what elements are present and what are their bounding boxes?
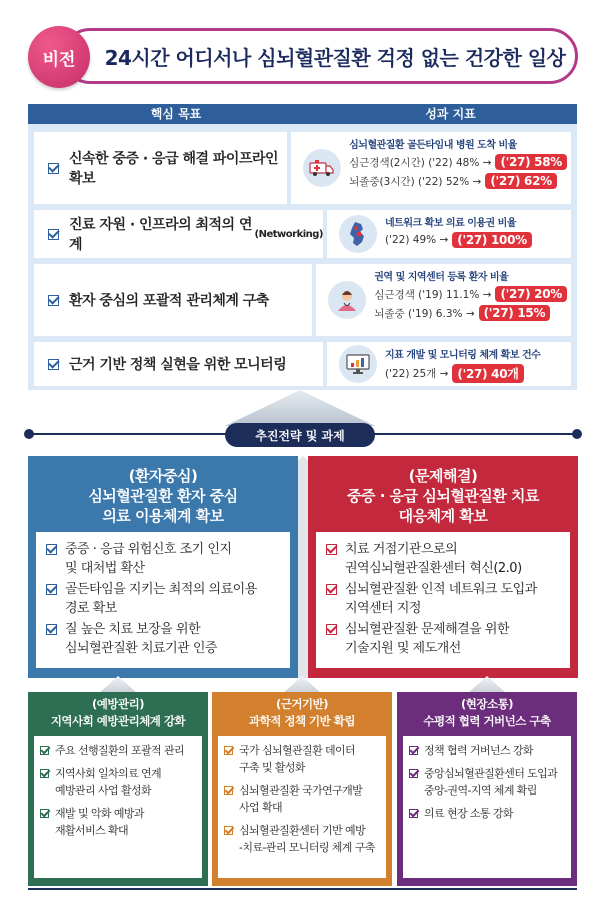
checkbox-icon bbox=[40, 746, 49, 755]
indicator-target-badge: ('27) 20% bbox=[495, 286, 567, 302]
goal-cell bbox=[34, 132, 287, 204]
list-item-text: 권역심뇌혈관질환센터 혁신(2.0) bbox=[345, 561, 522, 576]
divider-dot bbox=[572, 429, 582, 439]
divider-dot bbox=[24, 429, 34, 439]
base-heading bbox=[397, 692, 577, 730]
list-item-text: 질 높은 치료 보장을 위한 bbox=[65, 622, 201, 637]
checkbox-icon bbox=[326, 544, 337, 555]
list-item-text: 정책 협력 거버넌스 강화 bbox=[424, 744, 533, 757]
indicator-target-badge: ('27) 40개 bbox=[452, 364, 523, 383]
checkbox-icon bbox=[46, 584, 57, 595]
checkbox-icon bbox=[224, 746, 233, 755]
indicator-baseline: ('22) 49% → bbox=[385, 234, 449, 246]
indicator-cell bbox=[291, 132, 571, 204]
base-title: 과학적 정책 기반 확립 bbox=[249, 714, 355, 728]
base-prevention bbox=[28, 692, 208, 886]
list-item bbox=[409, 805, 565, 822]
list-item bbox=[409, 742, 565, 759]
base-title: 지역사회 예방관리체계 강화 bbox=[50, 714, 186, 728]
goal-text: 근거 기반 정책 실현을 위한 모니터링 bbox=[69, 357, 287, 373]
list-item-text: 골든타임을 지키는 최적의 의료이용 bbox=[65, 582, 257, 597]
list-item-text: 구축 및 활성화 bbox=[239, 761, 305, 774]
indicator-target-badge: ('27) 15% bbox=[479, 305, 551, 321]
list-item-text: 지역사회 일차의료 연계 bbox=[55, 767, 162, 780]
list-item bbox=[326, 620, 560, 658]
strategy-category: (환자중심) bbox=[128, 467, 198, 485]
list-item bbox=[46, 620, 280, 658]
strategy-patient-centered bbox=[28, 456, 298, 678]
list-item bbox=[224, 782, 380, 816]
checkbox-icon bbox=[46, 624, 57, 635]
list-item bbox=[224, 742, 380, 776]
goal-cell bbox=[34, 342, 323, 386]
indicator-cell bbox=[316, 264, 571, 336]
strategy-heading bbox=[28, 456, 298, 526]
checkbox-icon bbox=[40, 769, 49, 778]
goal-text: 진료 자원 · 인프라의 최적의 연계 bbox=[69, 217, 252, 253]
checkbox-icon bbox=[48, 359, 59, 370]
list-item bbox=[46, 540, 280, 578]
strategy-category: (문제해결) bbox=[408, 467, 478, 485]
checkbox-icon bbox=[48, 229, 59, 240]
base-field-communication bbox=[397, 692, 577, 886]
chart-monitor-icon bbox=[339, 345, 377, 383]
strategy-heading bbox=[308, 456, 578, 526]
list-item-text: 재활서비스 확대 bbox=[55, 824, 129, 837]
indicator-cell bbox=[327, 210, 571, 258]
doctor-icon bbox=[328, 281, 366, 319]
list-item-text: 의료 현장 소통 강화 bbox=[424, 807, 513, 820]
indicator-line bbox=[349, 173, 567, 189]
base-evidence bbox=[212, 692, 392, 886]
checkbox-icon bbox=[326, 584, 337, 595]
strategy-title-line: 심뇌혈관질환 환자 중심 bbox=[88, 487, 238, 505]
indicator-line bbox=[374, 305, 567, 321]
list-item-text: 치료 거점기관으로의 bbox=[345, 542, 458, 557]
list-item-text: -치료-관리 모니터링 체계 구축 bbox=[239, 841, 375, 854]
strategy-title-line: 대응체계 확보 bbox=[398, 507, 488, 525]
list-item-text: 심뇌혈관질환 인적 네트워크 도입과 bbox=[345, 582, 537, 597]
list-item-text: 예방관리 사업 활성화 bbox=[55, 784, 152, 797]
indicator-title: 심뇌혈관질환 골든타임내 병원 도착 비율 bbox=[349, 140, 517, 151]
goal-row bbox=[34, 342, 571, 386]
base-heading bbox=[28, 692, 208, 730]
vision-banner bbox=[22, 18, 578, 98]
list-item bbox=[326, 580, 560, 618]
list-item-text: 기술지원 및 제도개선 bbox=[345, 641, 461, 656]
goals-header bbox=[28, 104, 577, 124]
checkbox-icon bbox=[224, 826, 233, 835]
goal-row bbox=[34, 132, 571, 204]
vision-badge: 비전 bbox=[28, 26, 90, 88]
checkbox-icon bbox=[48, 295, 59, 306]
base-task-list bbox=[34, 736, 202, 878]
list-item-text: 경로 확보 bbox=[65, 601, 117, 616]
list-item-text: 중증 · 응급 위험신호 조기 인지 bbox=[65, 542, 232, 557]
list-item bbox=[409, 765, 565, 799]
list-item-text: 중앙-권역-지역 체계 확립 bbox=[424, 784, 537, 797]
list-item bbox=[40, 742, 196, 759]
checkbox-icon bbox=[48, 163, 59, 174]
list-item bbox=[40, 765, 196, 799]
base-task-list bbox=[218, 736, 386, 878]
indicator-baseline: 뇌졸중 ('19) 6.3% → bbox=[374, 307, 475, 320]
list-item bbox=[46, 580, 280, 618]
list-item-text: 및 대처법 확산 bbox=[65, 561, 145, 576]
base-category: (예방관리) bbox=[92, 697, 144, 711]
goal-text-note: (Networking) bbox=[254, 228, 323, 240]
checkbox-icon bbox=[409, 746, 418, 755]
list-item-text: 심뇌혈관질환 문제해결을 위한 bbox=[345, 622, 510, 637]
list-item-text: 중앙심뇌혈관질환센터 도입과 bbox=[424, 767, 558, 780]
list-item-text: 재발 및 악화 예방과 bbox=[55, 807, 144, 820]
list-item bbox=[326, 540, 560, 578]
indicator-line bbox=[349, 154, 567, 170]
list-item-text: 사업 확대 bbox=[239, 801, 283, 814]
base-task-list bbox=[403, 736, 571, 878]
goal-cell bbox=[34, 264, 312, 336]
strategy-problem-solving bbox=[308, 456, 578, 678]
indicator-title: 네트워크 확보 의료 이용권 비율 bbox=[385, 218, 517, 229]
list-item-text: 심뇌혈관질환 치료기관 인증 bbox=[65, 641, 217, 656]
strategy-task-list bbox=[316, 532, 570, 668]
strategy-title-line: 중증 · 응급 심뇌혈관질환 치료 bbox=[347, 487, 539, 505]
indicator-target-badge: ('27) 100% bbox=[452, 232, 532, 248]
goal-cell bbox=[34, 210, 323, 258]
indicator-line bbox=[374, 286, 567, 302]
checkbox-icon bbox=[46, 544, 57, 555]
indicator-baseline: 심근경색(2시간) ('22) 48% → bbox=[349, 156, 492, 169]
checkbox-icon bbox=[40, 809, 49, 818]
vision-statement-box bbox=[62, 28, 578, 84]
header-performance-indicators: 성과 지표 bbox=[425, 107, 476, 121]
indicator-baseline: 심근경색 ('19) 11.1% → bbox=[374, 288, 492, 301]
base-category: (근거기반) bbox=[276, 697, 328, 711]
upward-arrow bbox=[225, 390, 375, 426]
header-core-goals: 핵심 목표 bbox=[150, 107, 202, 121]
goal-text: 신속한 중증 · 응급 해결 파이프라인 확보 bbox=[69, 151, 279, 187]
strategy-title-line: 의료 이용체계 확보 bbox=[102, 507, 224, 525]
indicator-baseline: ('22) 25개 → bbox=[385, 368, 449, 380]
indicator-line bbox=[385, 364, 567, 383]
list-item-text: 심뇌혈관질환센터 기반 예방 bbox=[239, 824, 366, 837]
indicator-title: 권역 및 지역센터 등록 환자 비율 bbox=[374, 272, 509, 283]
list-item-text: 국가 심뇌혈관질환 데이터 bbox=[239, 744, 356, 757]
indicator-cell bbox=[327, 342, 571, 386]
goals-table bbox=[28, 104, 577, 390]
base-category: (현장소통) bbox=[461, 697, 513, 711]
list-item-text: 주요 선행질환의 포괄적 관리 bbox=[55, 744, 185, 757]
indicator-title: 지표 개발 및 모니터링 체계 확보 건수 bbox=[385, 350, 541, 361]
vision-text: 24시간 어디서나 심뇌혈관질환 걱정 없는 건강한 일상 bbox=[104, 45, 566, 70]
goal-row bbox=[34, 210, 571, 258]
strategy-section-label: 추진전략 및 과제 bbox=[225, 423, 375, 447]
indicator-line bbox=[385, 232, 567, 248]
indicator-target-badge: ('27) 58% bbox=[495, 154, 567, 170]
bottom-rule bbox=[28, 888, 577, 890]
checkbox-icon bbox=[326, 624, 337, 635]
list-item bbox=[40, 805, 196, 839]
checkbox-icon bbox=[409, 809, 418, 818]
map-icon bbox=[339, 215, 377, 253]
checkbox-icon bbox=[224, 786, 233, 795]
strategy-task-list bbox=[36, 532, 290, 668]
goal-row bbox=[34, 264, 571, 336]
base-heading bbox=[212, 692, 392, 730]
ambulance-icon bbox=[303, 149, 341, 187]
goal-text: 환자 중심의 포괄적 관리체계 구축 bbox=[69, 293, 269, 309]
checkbox-icon bbox=[409, 769, 418, 778]
list-item-text: 지역센터 지정 bbox=[345, 601, 421, 616]
indicator-baseline: 뇌졸중(3시간) ('22) 52% → bbox=[349, 175, 482, 188]
indicator-target-badge: ('27) 62% bbox=[485, 173, 557, 189]
base-title: 수평적 협력 거버넌스 구축 bbox=[423, 714, 551, 728]
list-item-text: 심뇌혈관질환 국가연구개발 bbox=[239, 784, 363, 797]
list-item bbox=[224, 822, 380, 856]
